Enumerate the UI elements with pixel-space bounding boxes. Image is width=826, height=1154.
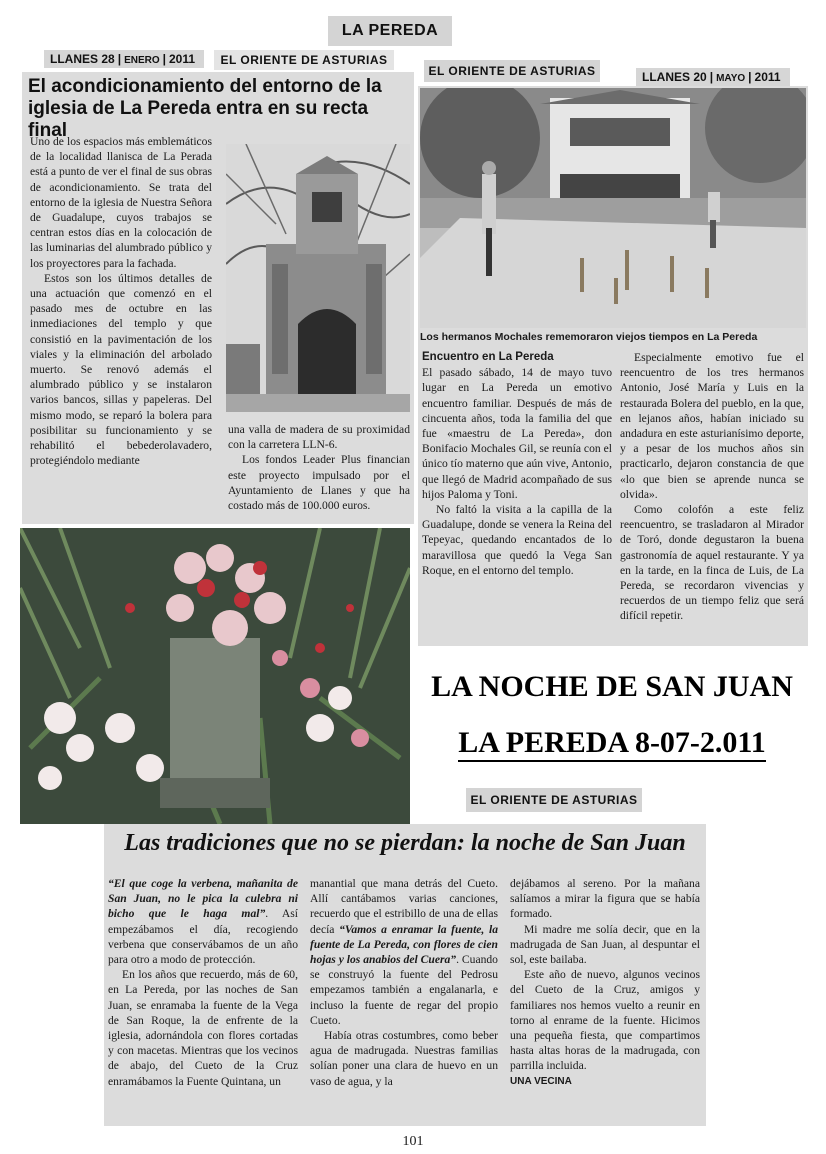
article2-paragraph: Especialmente emotivo fue el reencuentro de los tres hermanos Antonio, José María y Luis en la restaurada Bolera del pueblo, en la que, en lejanos años, habían iniciado su andadura en este asturianísimo deporte, y a pesar de los muchos años sin practicarlo, dejaron constancia de que «lo que bien se aprende nunca se olvida». [620, 351, 804, 501]
article1-paragraph: una valla de madera de su proximidad con la carretera LLN-6. [228, 423, 410, 452]
article1-source: EL ORIENTE DE ASTURIAS [214, 50, 394, 70]
church-photo [226, 144, 410, 412]
banner-date-text: LA PEREDA 8-07-2.011 [458, 726, 766, 762]
article2-column-2 [620, 350, 804, 646]
article1-column-2 [228, 422, 410, 522]
page-number [388, 1134, 438, 1150]
article2-source: EL ORIENTE DE ASTURIAS [424, 60, 600, 82]
article3-paragraph: Mi madre me solía decir, que en la madrugada de San Juan, al despuntar el sol, este bailaba. [510, 922, 700, 967]
page-number-text: 101 [402, 1134, 424, 1149]
article3-column-2 [310, 876, 498, 1120]
article2-paragraph: No faltó la visita a la capilla de la Guadalupe, donde se venera la Reina del Tepeyac, quedando encantados de lo maravillosa que quedó la Vega San Roque, en el entorno del templo. [422, 503, 612, 577]
article1-paragraph: Uno de los espacios más emblemáticos de la localidad llanisca de La Perada está a punto de ver el final de sus obras de acondicionamiento. Se trata del entorno de la iglesia de Nuestra Señora de Guadalupe, cuyos trabajos se centran estos días en la colocación de las luminarias del alumbrado público y los proyectores para la fachada. [30, 135, 212, 270]
banner-date [406, 724, 818, 762]
article1-paragraph: Los fondos Leader Plus financian este proyecto impulsado por el Ayuntamiento de Llanes y que ha costado más de 100.000 euros. [228, 453, 410, 513]
bolera-photo-caption: Los hermanos Mochales rememoraron viejos tiempos en La Pereda [420, 331, 758, 343]
bolera-photo [420, 88, 806, 328]
article2-column-1 [422, 350, 612, 640]
banner-title: LA NOCHE DE SAN JUAN [431, 670, 793, 703]
article3-paragraph: En los años que recuerdo, más de 60, en La Pereda, por las noches de San Juan, se enramaba la fuente de la Vega de San Roque, la de enfrente de la iglesia, adornándola con flores cortadas y con macetas. Mientras que los vecinos de abajo, del Cueto de la Cruz enramábamos la Fuente Quintana, un [108, 968, 298, 1088]
article3-source: EL ORIENTE DE ASTURIAS [466, 788, 642, 812]
article3-column-1 [108, 876, 298, 1120]
article3-paragraph: Había otras costumbres, como beber agua de madrugada. Nuestras familias solían poner una clara de huevo en un vaso de agua, y la [310, 1029, 498, 1088]
article1-dateline: LLANES 28 | ENERO | 2011 [44, 50, 204, 68]
article1-paragraph: Estos son los últimos detalles de una actuación que comenzó en el pasado mes de octubre en las inmediaciones del templo y que consistió en la pavimentación de los viales y la eliminación del arbolado muerto. Se renovó además el alumbrado público y se instalaron varios bancos, sillas y papeleras. Del mismo modo, se reparó la bolera para posibilitar su funcionamiento y se rehabilitó el bebederolavadero, protegiéndolo mediante [30, 271, 212, 468]
article1-headline: El acondicionamiento del entorno de la iglesia de La Pereda entra en su recta final [28, 76, 382, 141]
article2-dateline: LLANES 20 | MAYO | 2011 [636, 68, 790, 86]
article3-paragraph: “El que coge la verbena, mañanita de San Juan, no le pica la culebra ni bicho que le haga mal”. Así empezábamos el día, recogiendo verbena que conservábamos de un año para otro a modo de protección. [108, 877, 299, 967]
article1-column-1 [30, 134, 212, 520]
article3-column-3 [510, 876, 700, 1120]
article2-subhead: Encuentro en La Pereda [422, 351, 554, 363]
article3-paragraph: Este año de nuevo, algunos vecinos del Cueto de la Cruz, amigos y familiares nos hemos vuelto a reunir en torno al enrame de la fuente. Hicimos una pequeña fiesta, que compartimos hasta altas horas de la madrugada, con parrilla incluida. [510, 968, 700, 1073]
article3-signature: UNA VECINA [510, 1075, 572, 1087]
flowers-photo [20, 528, 410, 824]
page-label: LA PEREDA [328, 16, 452, 46]
article3-headline: Las tradiciones que no se pierdan: la noche de San Juan [124, 830, 686, 856]
article2-paragraph: El pasado sábado, 14 de mayo tuvo lugar en La Pereda un emotivo encuentro familiar. Después de más de cincuenta años, toda la familia del que fue «maestru de La Pereda», don Bonifacio Mochales Gil, se reunía con el único tío materno que aún vive, Antonio, que llegó de Madrid acompañado de sus hijos Paloma y Toni. [422, 366, 612, 501]
article3-paragraph: manantial que mana detrás del Cueto. Allí cantábamos varias canciones, recuerdo que el estribillo de una de ellas decía “Vamos a enramar la fuente, la fuente de La Pereda, con flores de cien hojas y los anabios del Cuera”. Cuando se construyó la fuente del Pedrosu empezamos también a engalanarla, e incluso la fuente de regar del propio Cueto. [310, 877, 499, 1027]
article2-paragraph: Como colofón a este feliz reencuentro, se trasladaron al Mirador de Toró, donde degustaron la buena gastronomía de aquel restaurante. Y ya en la tarde, en la finca de Luis, de La Pereda, se recordaron vivencias y recuerdos de un tiempo feliz que será difícil repetir. [620, 503, 804, 623]
article3-paragraph: dejábamos al sereno. Por la mañana salíamos a mirar la figura que se había formado. [510, 877, 700, 921]
